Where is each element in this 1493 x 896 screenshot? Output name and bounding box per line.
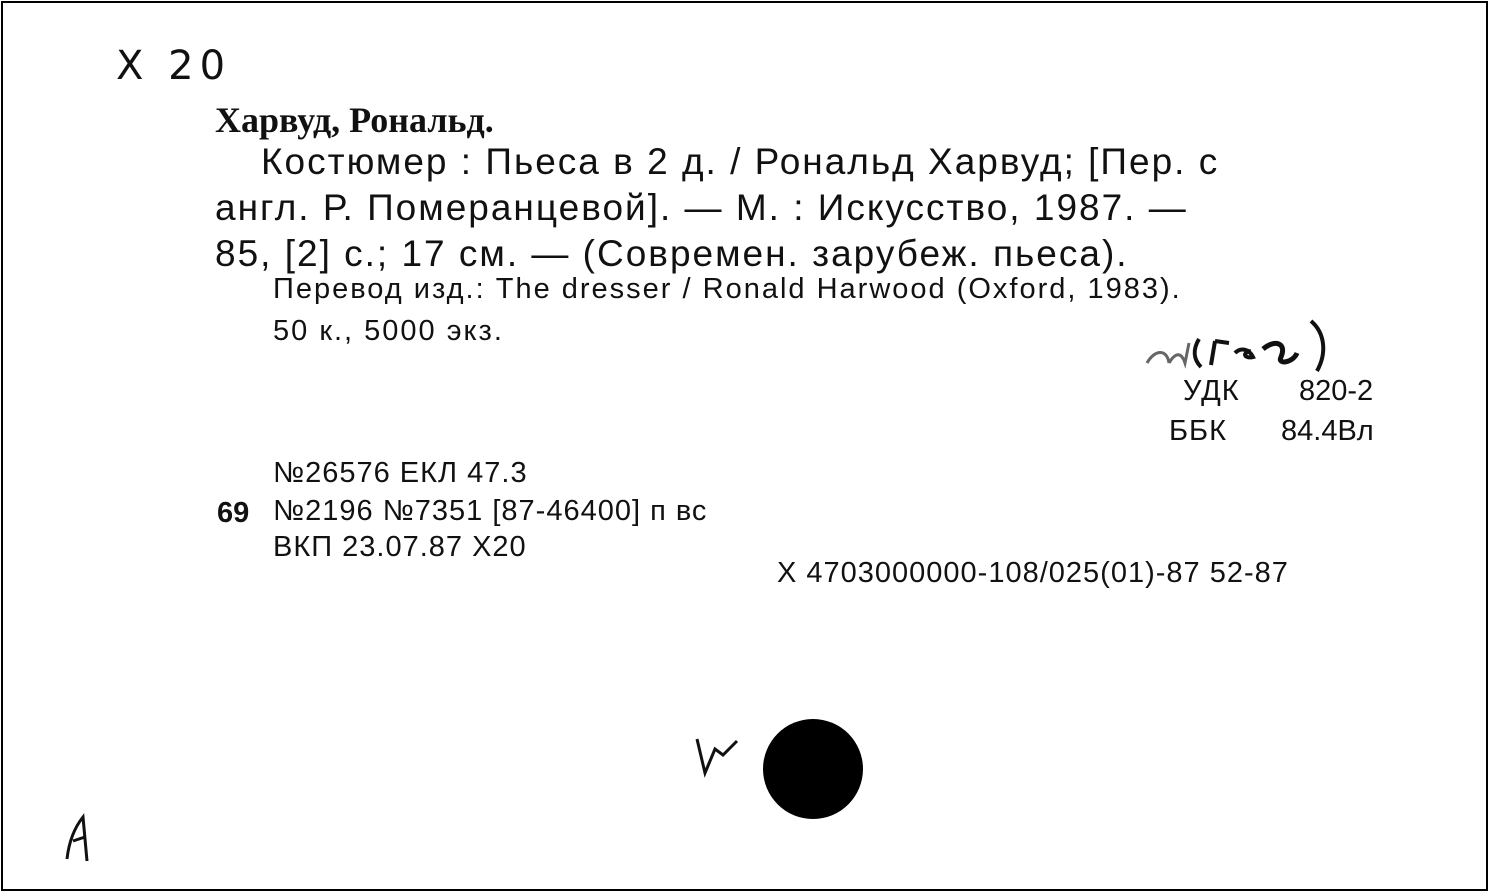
price-run-note: 50 к., 5000 экз. <box>273 315 504 347</box>
author-heading: Харвуд, Рональд. <box>215 100 494 140</box>
original-edition-note: Перевод изд.: The dresser / Ronald Harwood (Oxford, 1983). <box>273 273 1182 305</box>
isbn-line: Х 4703000000-108/025(01)-87 52-87 <box>777 557 1289 589</box>
bbk-code: 84.4Вл <box>1281 415 1374 447</box>
handwritten-check-mark <box>693 731 743 779</box>
shelf-mark: Х 20 <box>116 43 232 89</box>
description-line-2: англ. Р. Померанцевой]. — М. : Искусство, 1987. — <box>215 187 1188 228</box>
description-line-1: Костюмер : Пьеса в 2 д. / Рональд Харвуд; [Пер. с <box>261 141 1220 182</box>
bbk-label: ББК <box>1169 415 1227 447</box>
handwritten-mark <box>59 811 99 867</box>
service-line-3: ВКП 23.07.87 Х20 <box>273 531 527 563</box>
catalog-card <box>1 1 1488 891</box>
service-line-1: №26576 ЕКЛ 47.3 <box>273 457 528 489</box>
udk-label: УДК <box>1183 375 1240 407</box>
card-count-number: 69 <box>217 497 250 529</box>
punch-dot <box>763 719 863 819</box>
service-line-2: №2196 №7351 [87-46400] п вс <box>273 495 708 527</box>
udk-code: 820-2 <box>1299 375 1374 407</box>
handwritten-annotation <box>1141 313 1351 375</box>
description-line-3: 85, [2] с.; 17 см. — (Современ. зарубеж. пьеса). <box>215 233 1129 274</box>
